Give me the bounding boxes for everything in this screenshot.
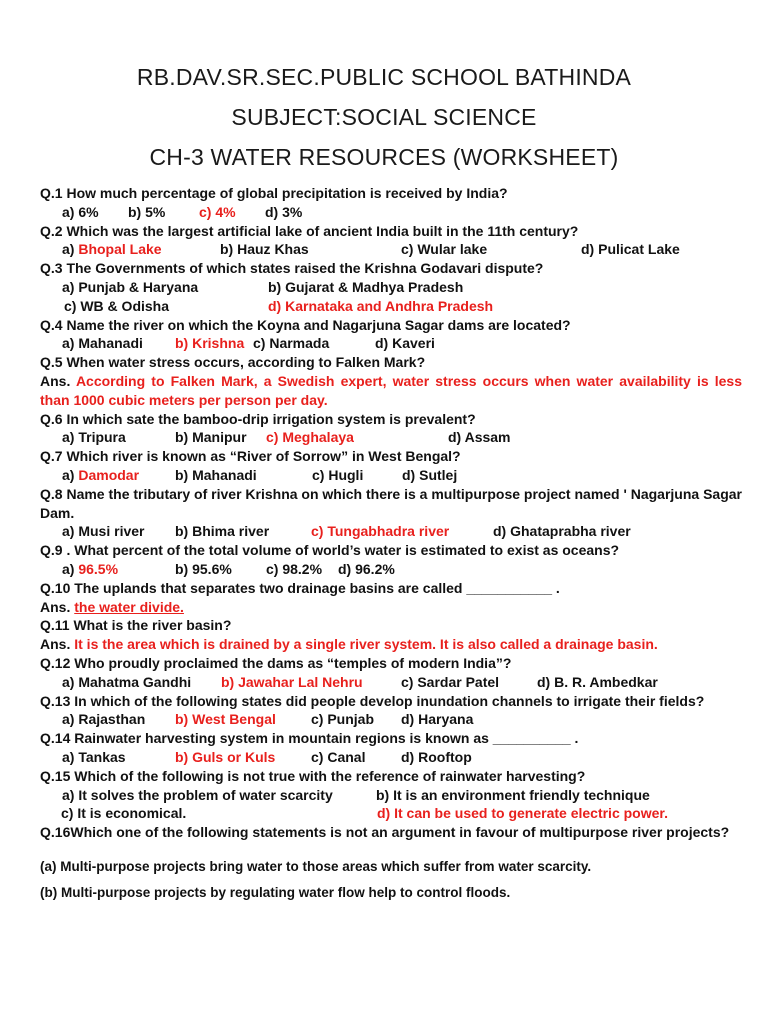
school-name: RB.DAV.SR.SEC.PUBLIC SCHOOL BATHINDA <box>136 64 632 90</box>
option-c: c) WB & Odisha <box>64 297 170 314</box>
options-q6 <box>40 428 742 447</box>
option-a <box>62 466 175 485</box>
option-c: c) 98.2% <box>266 560 323 577</box>
option-d: d) Haryana <box>401 711 474 728</box>
question-6: Q.6 In which sate the bamboo-drip irrigation system is prevalent? <box>40 410 476 427</box>
option-a <box>62 240 220 259</box>
option-d: d) Kaveri <box>375 335 435 352</box>
option-b: b) 5% <box>128 203 166 220</box>
options-q1 <box>40 203 742 222</box>
option-a: a) Punjab & Haryana <box>62 278 199 295</box>
option-a: a) Musi river <box>62 523 145 540</box>
answer-label: Ans. <box>40 636 75 653</box>
answer-text: the water divide. <box>74 598 184 615</box>
option-d: d) Sutlej <box>402 466 458 483</box>
option-a <box>62 560 175 579</box>
answer-text: According to Falken Mark, a Swedish expert, water stress occurs when water availability is less than 1000 cubic meters per person per day. <box>40 372 742 408</box>
options-q13 <box>40 710 742 729</box>
subject-title: SUBJECT:SOCIAL SCIENCE <box>231 104 537 130</box>
options-q12 <box>40 673 742 692</box>
option-a-answer: 96.5% <box>78 560 119 577</box>
statement-a: (a) Multi-purpose projects bring water to those areas which suffer from water scarcity. <box>40 858 592 874</box>
question-8: Q.8 Name the tributary of river Krishna on which there is a multipurpose project named ' Nagarjuna Sagar Dam. <box>40 485 742 521</box>
option-b: b) It is an environment friendly technique <box>376 786 650 803</box>
option-d-answer: d) It can be used to generate electric power. <box>377 805 668 822</box>
question-14: Q.14 Rainwater harvesting system in mountain regions is known as __________ . <box>40 730 579 747</box>
options-q4 <box>40 334 742 353</box>
answer-10 <box>40 598 742 617</box>
question-12: Q.12 Who proudly proclaimed the dams as “temples of modern India”? <box>40 654 512 671</box>
answer-text: It is the area which is drained by a single river system. It is also called a drainage basin. <box>74 636 658 653</box>
worksheet-body <box>40 184 742 902</box>
question-13: Q.13 In which of the following states did people develop inundation channels to irrigate their fields? <box>40 692 705 709</box>
statement-b: (b) Multi-purpose projects by regulating water flow help to control floods. <box>40 884 511 900</box>
option-d: d) Pulicat Lake <box>581 241 680 258</box>
option-a: a) Mahanadi <box>62 335 143 352</box>
answer-11 <box>40 635 742 654</box>
option-a-answer: Bhopal Lake <box>78 241 162 258</box>
option-a: a) 6% <box>62 203 99 220</box>
option-a: a) Rajasthan <box>62 711 146 728</box>
options-q8 <box>40 522 742 541</box>
option-c: c) Canal <box>311 748 366 765</box>
option-c: c) Wular lake <box>401 241 488 258</box>
option-a: a) Mahatma Gandhi <box>62 673 192 690</box>
question-2: Q.2 Which was the largest artificial lake of ancient India built in the 11th century? <box>40 222 579 239</box>
answer-label: Ans. <box>40 372 76 389</box>
options-q3-row1 <box>40 278 742 297</box>
option-c-answer: c) Meghalaya <box>266 429 354 446</box>
option-b: b) Hauz Khas <box>220 241 309 258</box>
option-d: d) B. R. Ambedkar <box>537 673 658 690</box>
question-1: Q.1 How much percentage of global precipitation is received by India? <box>40 185 508 201</box>
question-9: Q.9 . What percent of the total volume of world’s water is estimated to exist as oceans? <box>40 542 620 559</box>
options-q7 <box>40 466 742 485</box>
answer-5 <box>40 372 742 410</box>
question-15: Q.15 Which of the following is not true with the reference of rainwater harvesting? <box>40 767 586 784</box>
options-q15-row2 <box>40 804 742 823</box>
question-4: Q.4 Name the river on which the Koyna and Nagarjuna Sagar dams are located? <box>40 316 571 333</box>
question-10: Q.10 The uplands that separates two drainage basins are called ___________ . <box>40 579 560 596</box>
option-b: b) Manipur <box>175 429 247 446</box>
option-c-answer: c) Tungabhadra river <box>311 523 450 540</box>
option-d-answer: d) Karnataka and Andhra Pradesh <box>268 297 494 314</box>
option-c: c) Narmada <box>253 335 330 352</box>
option-c: c) Sardar Patel <box>401 673 500 690</box>
question-16: Q.16Which one of the following statements is not an argument in favour of multipurpose river projects? <box>40 824 730 841</box>
options-q14 <box>40 748 742 767</box>
options-q15-row1 <box>40 786 742 805</box>
option-a-prefix: a) <box>62 241 79 258</box>
option-b: b) Bhima river <box>175 523 270 540</box>
option-b-answer: b) Jawahar Lal Nehru <box>221 673 363 690</box>
options-q3-row2 <box>40 297 742 316</box>
chapter-title: CH-3 WATER RESOURCES (WORKSHEET) <box>149 144 619 170</box>
question-11: Q.11 What is the river basin? <box>40 617 232 634</box>
option-a: a) It solves the problem of water scarcity <box>62 786 333 803</box>
option-b: b) Gujarat & Madhya Pradesh <box>268 278 464 295</box>
question-3: Q.3 The Governments of which states raised the Krishna Godavari dispute? <box>40 260 544 277</box>
option-b: b) 95.6% <box>175 560 232 577</box>
option-d: d) Assam <box>448 429 511 446</box>
option-d: d) 96.2% <box>338 560 395 577</box>
option-b: b) Mahanadi <box>175 466 257 483</box>
option-c: c) Punjab <box>311 711 375 728</box>
option-a-prefix: a) <box>62 466 79 483</box>
option-a-prefix: a) <box>62 560 79 577</box>
question-7: Q.7 Which river is known as “River of Sorrow” in West Bengal? <box>40 448 461 465</box>
question-5: Q.5 When water stress occurs, according to Falken Mark? <box>40 354 426 371</box>
option-b-answer: b) Guls or Kuls <box>175 748 276 765</box>
option-b-answer: b) Krishna <box>175 335 245 352</box>
option-d: d) Rooftop <box>401 748 472 765</box>
option-c-answer: c) 4% <box>199 203 236 220</box>
options-q2 <box>40 240 742 259</box>
option-b-answer: b) West Bengal <box>175 711 276 728</box>
option-c: c) Hugli <box>312 466 364 483</box>
option-a: a) Tankas <box>62 748 126 765</box>
option-c: c) It is economical. <box>61 805 187 822</box>
option-d: d) 3% <box>265 203 303 220</box>
option-d: d) Ghataprabha river <box>493 523 631 540</box>
option-a: a) Tripura <box>62 429 126 446</box>
options-q9 <box>40 560 742 579</box>
option-a-answer: Damodar <box>78 466 140 483</box>
answer-label: Ans. <box>40 598 75 615</box>
